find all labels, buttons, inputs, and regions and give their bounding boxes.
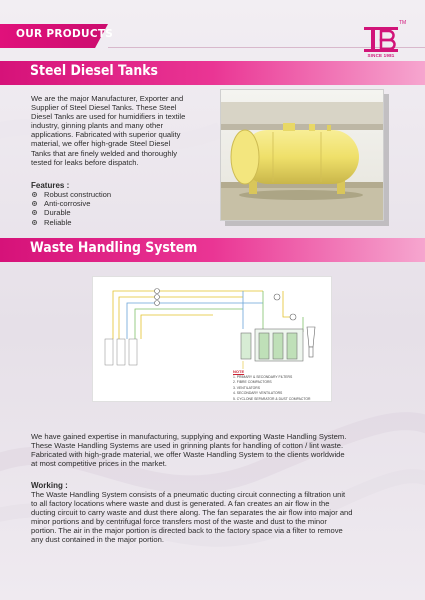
steel-tanks-heading: Steel Diesel Tanks — [30, 63, 158, 79]
list-item: 5. CYCLONE SEPARATOR & DUST COMPACTOR — [233, 396, 311, 401]
text-line: We are the major Manufacturer, Exporter and — [31, 94, 184, 103]
waste-system-description — [31, 432, 411, 468]
list-item — [31, 190, 111, 199]
logo-since-text: SINCE 1981 — [367, 53, 395, 58]
text-line: Tanks that are finely welded and thoroughly — [31, 148, 178, 158]
list-item: 1. PRIMARY & SECONDARY FILTERS — [233, 375, 293, 379]
working-title: Working : — [31, 481, 68, 490]
text-line: We have gained expertise in manufacturing, supplying and exporting Waste Handling System. — [31, 432, 347, 441]
steel-tank-photo — [220, 89, 384, 221]
list-item — [31, 208, 111, 217]
list-item: 3. VENTILATORS — [233, 385, 261, 390]
list-item: 4. SECONDARY VENTILATORS — [233, 391, 283, 396]
text-line: portion. The air in the major portion is directed back to the factory space via a filter to remove — [31, 526, 343, 536]
feature-label: Anti-corrosive — [44, 199, 91, 209]
waste-system-heading: Waste Handling System — [30, 240, 198, 256]
feature-label: Robust construction — [44, 190, 112, 199]
text-line: ducting circuit to carry waste and dust there along. The fan separates the air flow into major and — [31, 508, 353, 518]
text-line: to all factory locations where waste and dust is generated. A fan creates an air flow in the — [31, 499, 330, 509]
features-list — [31, 190, 111, 227]
text-line: applications. Fabricated with superior quality — [31, 130, 181, 140]
bullet-icon — [32, 201, 37, 206]
text-line: Fabricated with high-grade material, we offer Waste Handling System to the clients worldwide — [31, 450, 345, 460]
diagram-note-list — [233, 375, 310, 402]
text-line: industry, ginning plants and many other — [31, 121, 163, 131]
text-line: Diesel Tanks are used for humidifiers in textile — [31, 112, 186, 122]
features-title: Features : — [31, 181, 70, 190]
feature-label: Reliable — [44, 217, 72, 227]
text-line: The Waste Handling System consists of a pneumatic ducting circuit connecting a filtration unit — [31, 490, 346, 499]
text-line: at most competitive prices in the market. — [31, 459, 167, 469]
feature-label: Durable — [44, 208, 71, 218]
steel-tanks-description — [31, 94, 216, 167]
bullet-icon — [32, 210, 37, 215]
bullet-icon — [32, 220, 37, 225]
list-item: 2. FIBRE COMPACTORS — [233, 380, 272, 385]
text-line: tested for leaks before dispatch. — [31, 157, 139, 167]
text-line: These Waste Handling Systems are used in grinning plants for handling of cotton / lint waste. — [31, 441, 344, 451]
list-item — [31, 218, 111, 227]
diagram-note-title: NOTE — [233, 369, 245, 374]
text-line: minor portions and by centrifugal force transfers most of the waste and dust to the minor — [31, 517, 327, 527]
diesel-tank-illustration — [221, 90, 383, 220]
text-line: Supplier of Steel Diesel Tanks. These Steel — [31, 103, 177, 113]
bullet-icon — [32, 192, 37, 197]
text-line: any dust contained in the major portion. — [31, 535, 164, 545]
logo-trademark: TM — [399, 20, 407, 26]
header-tab-label: OUR PRODUCTS — [16, 28, 114, 40]
list-item — [31, 199, 111, 208]
text-line: material, we offer high-grade Steel Diesel — [31, 139, 171, 149]
working-description — [31, 490, 415, 545]
